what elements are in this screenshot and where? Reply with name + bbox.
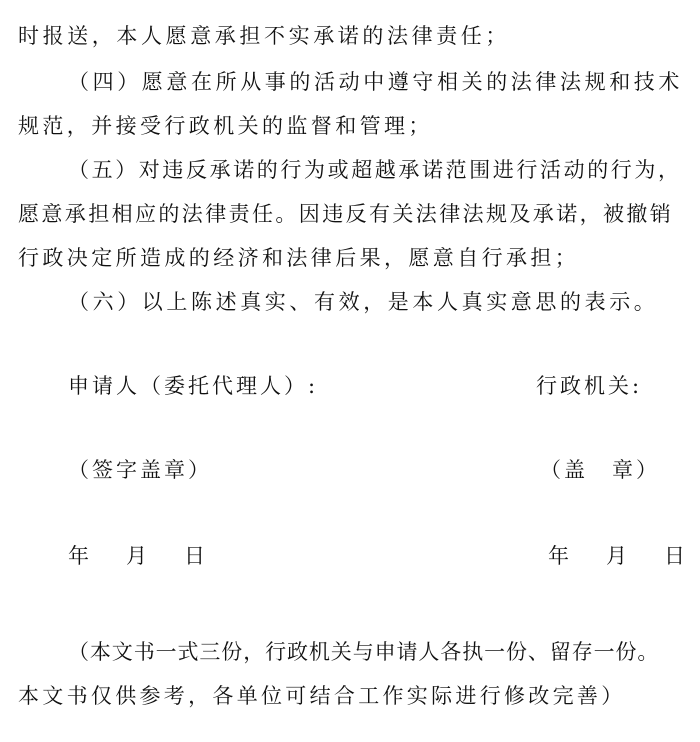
authority-label: 行政机关: — [536, 374, 643, 398]
note-line-1: （本文书一式三份，行政机关与申请人各执一份、留存一份。 — [68, 640, 660, 664]
body-line-1: 时报送，本人愿意承担不实承诺的法律责任； — [18, 24, 510, 48]
body-line-4: （五）对违反承诺的行为或超越承诺范围进行活动的行为， — [68, 158, 682, 182]
note-line-2: 本文书仅供参考，各单位可结合工作实际进行修改完善） — [18, 684, 626, 708]
authority-date: 年 月 日 — [548, 544, 693, 568]
applicant-date: 年 月 日 — [68, 544, 213, 568]
applicant-label: 申请人（委托代理人）: — [68, 374, 319, 398]
authority-seal-note: （盖 章） — [540, 458, 660, 482]
body-line-3: 规范，并接受行政机关的监督和管理； — [18, 114, 433, 138]
body-line-2: （四）愿意在所从事的活动中遵守相关的法律法规和技术 — [68, 70, 683, 94]
body-line-5: 愿意承担相应的法律责任。因违反有关法律法规及承诺，被撤销 — [18, 202, 674, 226]
applicant-sign-note: （签字盖章） — [68, 458, 212, 482]
body-line-6: 行政决定所造成的经济和法律后果，愿意自行承担； — [18, 246, 580, 270]
body-line-7: （六）以上陈述真实、有效，是本人真实意思的表示。 — [68, 290, 659, 314]
